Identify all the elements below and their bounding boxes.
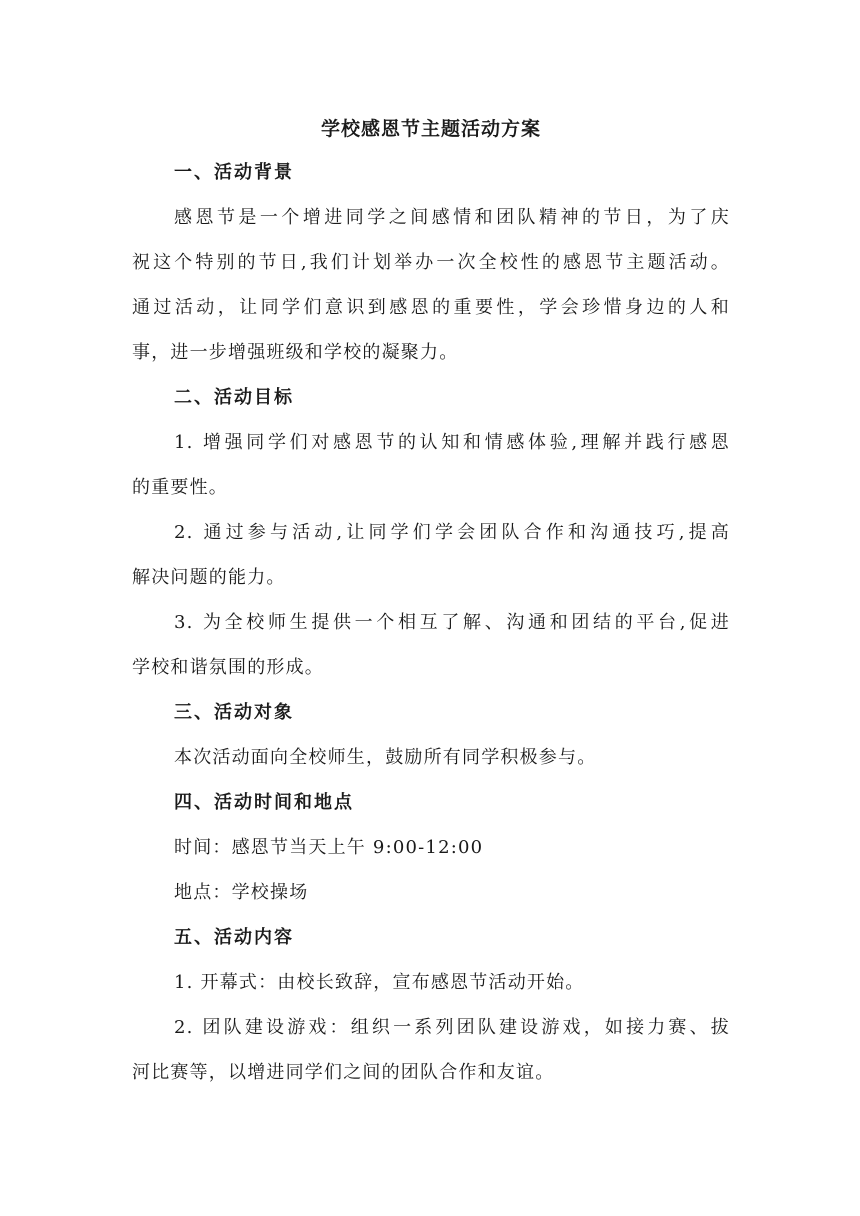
document-title: 学校感恩节主题活动方案 [320, 118, 541, 140]
heading-audience: 三、活动对象 [174, 702, 294, 723]
list-item-line: 2. 团队建设游戏：组织一系列团队建设游戏，如接力赛、拔 [174, 1017, 730, 1038]
list-item-line: 3. 为全校师生提供一个相互了解、沟通和团结的平台,促进 [174, 612, 730, 633]
paragraph-line: 本次活动面向全校师生，鼓励所有同学积极参与。 [174, 747, 597, 768]
paragraph-line: 通过活动，让同学们意识到感恩的重要性，学会珍惜身边的人和 [132, 297, 730, 318]
list-item-line: 1. 开幕式：由校长致辞，宣布感恩节活动开始。 [174, 972, 585, 993]
heading-goals: 二、活动目标 [174, 387, 294, 408]
list-item-line: 河比赛等，以增进同学们之间的团队合作和友谊。 [132, 1062, 555, 1083]
heading-background: 一、活动背景 [174, 162, 294, 183]
place-line: 地点：学校操场 [174, 882, 309, 903]
paragraph-line: 祝这个特别的节日,我们计划举办一次全校性的感恩节主题活动。 [132, 252, 730, 273]
list-item-line: 2. 通过参与活动,让同学们学会团队合作和沟通技巧,提高 [174, 522, 730, 543]
paragraph-line: 事，进一步增强班级和学校的凝聚力。 [132, 342, 459, 363]
heading-content: 五、活动内容 [174, 927, 294, 948]
time-line: 时间：感恩节当天上午 9:00-12:00 [174, 837, 484, 858]
list-item-line: 的重要性。 [132, 477, 228, 498]
list-item-line: 学校和谐氛围的形成。 [132, 657, 324, 678]
paragraph-line: 感恩节是一个增进同学之间感情和团队精神的节日，为了庆 [174, 207, 730, 228]
heading-time-place: 四、活动时间和地点 [174, 792, 354, 813]
list-item-line: 1. 增强同学们对感恩节的认知和情感体验,理解并践行感恩 [174, 432, 730, 453]
list-item-line: 解决问题的能力。 [132, 567, 286, 588]
